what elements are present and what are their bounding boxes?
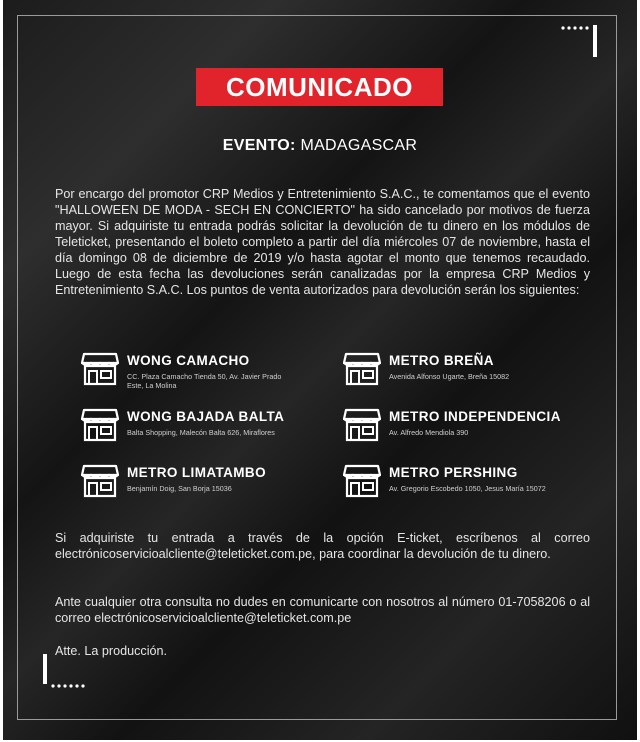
intro-paragraph: Por encargo del promotor CRP Medios y Entretenimiento S.A.C., te comentamos que el evento "HALLOWEEN DE MODA - SECH EN CONCIERTO" ha sido cancelado por motivos de fuerza mayor. Si adquiriste tu entrada podrás solicitar la devolución de tu dinero en los módulos de Teleticket, presentando el boleto completo a partir del día miércoles 07 de noviembre, hasta el día domingo 08 de diciembre de 2019 y/o hasta agotar el monto que tenemos recaudado. Luego de esta fecha las devoluciones serán canalizadas por la empresa CRP Medios y Entretenimiento S.A.C. Los puntos de venta autorizados para devolución serán los siguientes: bbox=[55, 187, 590, 297]
announcement-poster bbox=[3, 0, 637, 740]
store-address: Avenida Alfonso Ugarte, Breña 15082 bbox=[389, 372, 510, 381]
store-item bbox=[81, 408, 284, 442]
event-line bbox=[3, 137, 637, 155]
store-item bbox=[343, 408, 561, 442]
store-item bbox=[81, 352, 287, 390]
corner-dots-icon bbox=[41, 652, 87, 690]
store-address: Balta Shopping, Malecón Balta 626, Miraflores bbox=[127, 428, 275, 437]
store-name: METRO INDEPENDENCIA bbox=[389, 409, 561, 424]
store-name: METRO PERSHING bbox=[389, 465, 518, 480]
signoff: Atte. La producción. bbox=[55, 644, 168, 658]
storefront-icon bbox=[81, 464, 119, 498]
contact-paragraph: Ante cualquier otra consulta no dudes en comunicarte con nosotros al número 01-7058206 o al correo electrónicoservicioalcliente@teleticket.com.pe bbox=[55, 595, 590, 625]
store-address: Av. Alfredo Mendiola 390 bbox=[389, 428, 469, 437]
store-name: METRO BREÑA bbox=[389, 353, 494, 368]
storefront-icon bbox=[343, 464, 381, 498]
corner-dots-icon bbox=[559, 24, 603, 60]
store-item bbox=[343, 464, 546, 498]
eticket-paragraph: Si adquiriste tu entrada a través de la opción E-ticket, escríbenos al correo electrónicoservicioalcliente@teleticket.com.pe, para coordinar la devolución de tu dinero. bbox=[55, 531, 590, 561]
store-name: METRO LIMATAMBO bbox=[127, 465, 266, 480]
storefront-icon bbox=[81, 352, 119, 386]
storefront-icon bbox=[343, 352, 381, 386]
store-address: CC. Plaza Camacho Tienda 50, Av. Javier Prado Este, La Molina bbox=[127, 372, 282, 390]
store-item bbox=[343, 352, 509, 386]
store-name: WONG BAJADA BALTA bbox=[127, 409, 285, 424]
store-item bbox=[81, 464, 266, 498]
page-title: COMUNICADO bbox=[196, 68, 443, 106]
storefront-icon bbox=[81, 408, 119, 442]
store-address: Av. Gregorio Escobedo 1050, Jesus María 15072 bbox=[389, 484, 546, 493]
storefront-icon bbox=[343, 408, 381, 442]
store-name: WONG CAMACHO bbox=[127, 353, 250, 368]
event-name: MADAGASCAR bbox=[300, 137, 418, 154]
store-address: Benjamín Doig, San Borja 15036 bbox=[127, 484, 232, 493]
event-label: EVENTO: bbox=[222, 137, 296, 154]
